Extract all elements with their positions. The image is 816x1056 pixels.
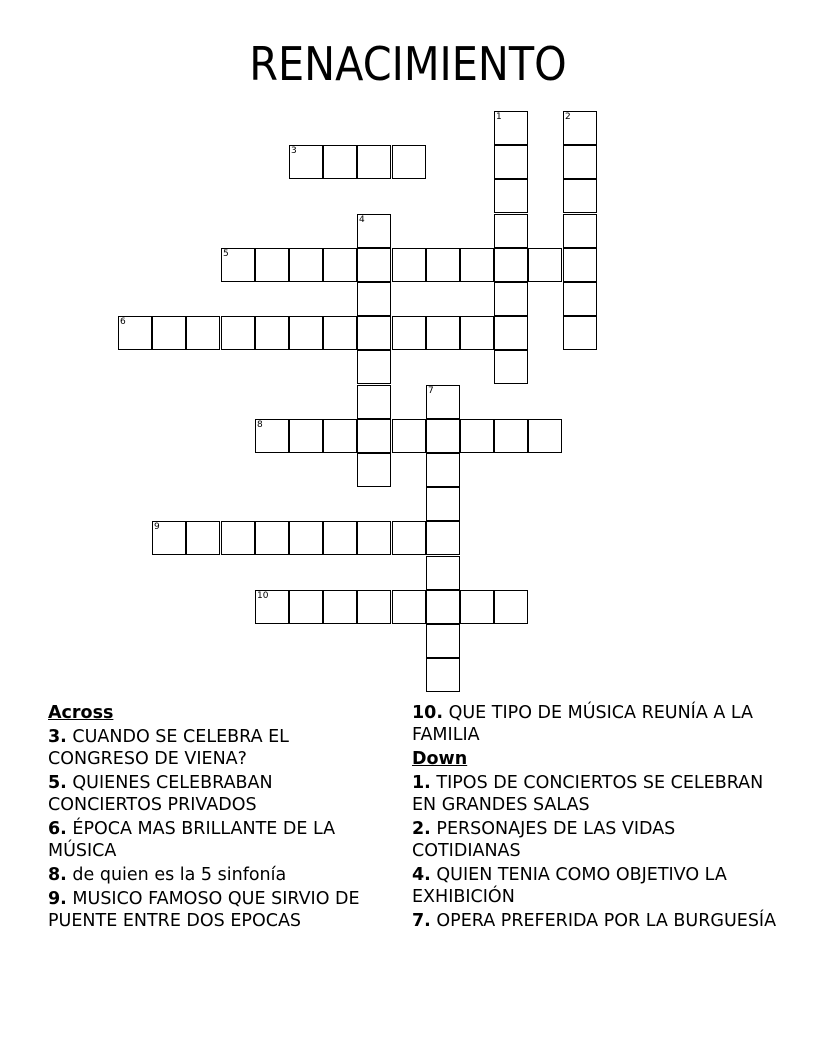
grid-cell[interactable] [460,248,494,282]
grid-cell[interactable] [494,214,528,248]
clue-number: 10. [412,703,444,723]
grid-cell[interactable] [494,179,528,213]
clue-number: 3. [48,727,67,747]
grid-cell[interactable] [255,248,289,282]
clue-number-label: 6 [120,317,126,327]
grid-cell[interactable] [357,453,391,487]
grid-cell[interactable] [528,419,562,453]
clue-text: CUANDO SE CELEBRA EL CONGRESO DE VIENA? [48,727,289,769]
grid-cell[interactable] [426,248,460,282]
grid-cell[interactable] [494,145,528,179]
clue-number: 9. [48,889,67,909]
grid-cell[interactable] [494,248,528,282]
down-heading: Down [412,749,468,769]
clue-text: QUIEN TENIA COMO OBJETIVO LA EXHIBICIÓN [412,865,727,907]
grid-cell[interactable] [528,248,562,282]
grid-cell[interactable] [323,145,357,179]
grid-cell[interactable] [426,453,460,487]
grid-cell[interactable] [357,145,391,179]
clue-down-2 [412,818,782,862]
clue-across-9 [48,888,378,932]
clue-down-4 [412,864,782,908]
grid-cell[interactable] [426,521,460,555]
clue-number: 2. [412,819,431,839]
grid-cell[interactable] [357,385,391,419]
grid-cell[interactable] [357,521,391,555]
clue-number: 5. [48,773,67,793]
grid-cell[interactable] [186,521,220,555]
grid-cell[interactable] [563,214,597,248]
grid-cell[interactable] [426,487,460,521]
clue-text: QUIENES CELEBRABAN CONCIERTOS PRIVADOS [48,773,273,815]
clue-number: 8. [48,865,67,885]
grid-cell[interactable] [563,111,597,145]
clue-text: TIPOS DE CONCIERTOS SE CELEBRAN EN GRANDES SALAS [412,773,764,815]
clue-number: 7. [412,911,431,931]
clue-number-label: 3 [291,146,297,156]
grid-cell[interactable] [289,145,323,179]
grid-cell[interactable] [563,316,597,350]
grid-cell[interactable] [392,590,426,624]
grid-cell[interactable] [323,590,357,624]
grid-cell[interactable] [460,316,494,350]
grid-cell[interactable] [357,214,391,248]
clue-down-1 [412,772,782,816]
grid-cell[interactable] [357,316,391,350]
clue-text: ÉPOCA MAS BRILLANTE DE LA MÚSICA [48,819,336,861]
grid-cell[interactable] [426,590,460,624]
grid-cell[interactable] [255,316,289,350]
clue-number-label: 7 [428,386,434,396]
grid-cell[interactable] [426,316,460,350]
grid-cell[interactable] [392,248,426,282]
clue-number: 6. [48,819,67,839]
grid-cell[interactable] [289,419,323,453]
clue-across-10 [412,702,782,746]
grid-cell[interactable] [494,282,528,316]
grid-cell[interactable] [494,590,528,624]
grid-cell[interactable] [152,521,186,555]
clue-number: 1. [412,773,431,793]
grid-cell[interactable] [563,248,597,282]
clue-number-label: 10 [257,591,269,601]
clue-across-6 [48,818,378,862]
grid-cell[interactable] [323,521,357,555]
puzzle-title: RENACIMIENTO [249,37,567,91]
clue-text: PERSONAJES DE LAS VIDAS COTIDIANAS [412,819,676,861]
across-heading: Across [48,703,114,723]
clue-text: MUSICO FAMOSO QUE SIRVIO DE PUENTE ENTRE DOS EPOCAS [48,889,360,931]
grid-cell[interactable] [392,145,426,179]
grid-cell[interactable] [494,111,528,145]
clue-number: 4. [412,865,431,885]
grid-cell[interactable] [289,316,323,350]
clue-number-label: 4 [359,215,365,225]
grid-cell[interactable] [392,419,426,453]
clue-text: de quien es la 5 sinfonía [72,865,287,885]
clue-across-5 [48,772,378,816]
grid-cell[interactable] [289,248,323,282]
grid-cell[interactable] [289,521,323,555]
clue-across-8 [48,864,378,886]
grid-cell[interactable] [426,419,460,453]
grid-cell[interactable] [357,590,391,624]
clue-number-label: 9 [154,522,160,532]
grid-cell[interactable] [494,316,528,350]
grid-cell[interactable] [460,419,494,453]
clues-column-right [412,702,782,934]
grid-cell[interactable] [357,350,391,384]
grid-cell[interactable] [426,624,460,658]
grid-cell[interactable] [323,316,357,350]
grid-cell[interactable] [221,248,255,282]
grid-cell[interactable] [563,179,597,213]
grid-cell[interactable] [426,556,460,590]
grid-cell[interactable] [221,316,255,350]
grid-cell[interactable] [152,316,186,350]
grid-cell[interactable] [494,350,528,384]
grid-cell[interactable] [563,282,597,316]
grid-cell[interactable] [392,316,426,350]
grid-cell[interactable] [221,521,255,555]
grid-cell[interactable] [392,521,426,555]
clue-number-label: 8 [257,420,263,430]
clue-text: OPERA PREFERIDA POR LA BURGUESÍA [436,911,777,931]
grid-cell[interactable] [323,248,357,282]
grid-cell[interactable] [563,145,597,179]
grid-cell[interactable] [357,419,391,453]
grid-cell[interactable] [118,316,152,350]
grid-cell[interactable] [323,419,357,453]
clue-number-label: 1 [496,112,502,122]
clue-across-3 [48,726,378,770]
grid-cell[interactable] [289,590,323,624]
clue-down-7 [412,910,782,932]
grid-cell[interactable] [186,316,220,350]
grid-cell[interactable] [460,590,494,624]
clue-number-label: 2 [565,112,571,122]
grid-cell[interactable] [255,419,289,453]
clue-text: QUE TIPO DE MÚSICA REUNÍA A LA FAMILIA [412,703,754,745]
grid-cell[interactable] [494,419,528,453]
grid-cell[interactable] [357,282,391,316]
grid-cell[interactable] [357,248,391,282]
clue-number-label: 5 [223,249,229,259]
grid-cell[interactable] [426,658,460,692]
clues-column-left [48,702,378,934]
grid-cell[interactable] [255,521,289,555]
grid-cell[interactable] [426,385,460,419]
grid-cell[interactable] [255,590,289,624]
